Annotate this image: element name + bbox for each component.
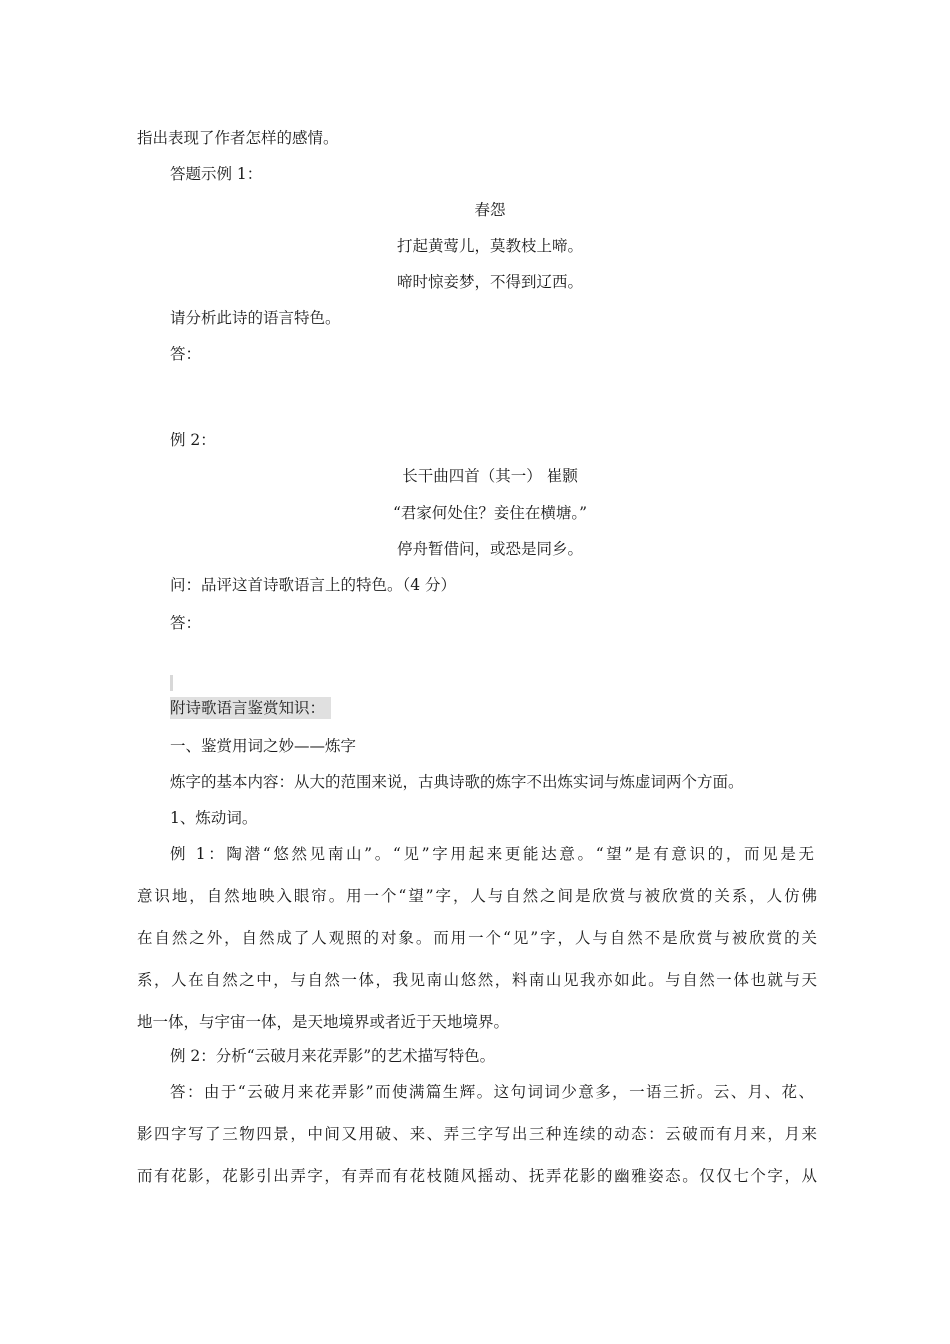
question2-text: 问：品评这首诗歌语言上的特色。（4 分） (170, 576, 457, 594)
example1-heading: 答题示例 1： (170, 165, 263, 183)
answer1-label: 答： (170, 345, 202, 363)
section1-title: 一、鉴赏用词之妙——炼字 (170, 737, 357, 755)
example2-heading: 例 2： (170, 431, 216, 449)
example1-line: 例 1：陶潜“悠然见南山”。“见”字用起来更能达意。“望”是有意识的，而见是无 (170, 845, 814, 863)
answer2-label: 答： (170, 614, 202, 632)
poem2-title: 长干曲四首（其一） 崔颢 (402, 467, 578, 485)
intro-tail-text: 指出表现了作者怎样的感情。 (137, 129, 339, 147)
poem1-line1: 打起黄莺儿，莫教枝上啼。 (396, 237, 583, 255)
subsection1-title: 1、炼动词。 (170, 809, 258, 827)
poem1-line2: 啼时惊妾梦，不得到辽西。 (396, 273, 583, 291)
example1-line: 系，人在自然之中，与自然一体，我见南山悠然，料南山见我亦如此。与自然一体也就与天 (137, 971, 817, 989)
poem1-title: 春怨 (474, 201, 506, 219)
example2-title: 例 2：分析“云破月来花弄影”的艺术描写特色。 (170, 1047, 496, 1065)
section1-intro: 炼字的基本内容：从大的范围来说，古典诗歌的炼字不出炼实词与炼虚词两个方面。 (170, 773, 744, 791)
example1-line: 在自然之外，自然成了人观照的对象。而用一个“见”字，人与自然不是欣赏与被欣赏的关 (137, 929, 817, 947)
answer2-line: 影四字写了三物四景，中间又用破、来、弄三字写出三种连续的动态：云破而有月来，月来 (137, 1125, 817, 1143)
answer2-line: 答：由于“云破月来花弄影”而使满篇生辉。这句词词少意多，一语三折。云、月、花、 (170, 1083, 814, 1101)
question1-text: 请分析此诗的语言特色。 (170, 309, 341, 327)
appendix-heading (170, 698, 331, 718)
poem2-line1: “君家何处住？妾住在横塘。” (392, 504, 588, 522)
text-cursor-mark (170, 675, 173, 691)
example1-line: 意识地，自然地映入眼帘。用一个“望”字，人与自然之间是欣赏与被欣赏的关系，人仿佛 (137, 887, 817, 905)
poem2-line2: 停舟暂借问，或恐是同乡。 (396, 540, 583, 558)
answer2-line: 而有花影，花影引出弄字，有弄而有花枝随风摇动、抚弄花影的幽雅姿态。仅仅七个字，从 (137, 1167, 817, 1185)
appendix-heading-highlight: 附诗歌语言鉴赏知识： (170, 697, 331, 719)
example1-line: 地一体，与宇宙一体，是天地境界或者近于天地境界。 (137, 1013, 510, 1031)
